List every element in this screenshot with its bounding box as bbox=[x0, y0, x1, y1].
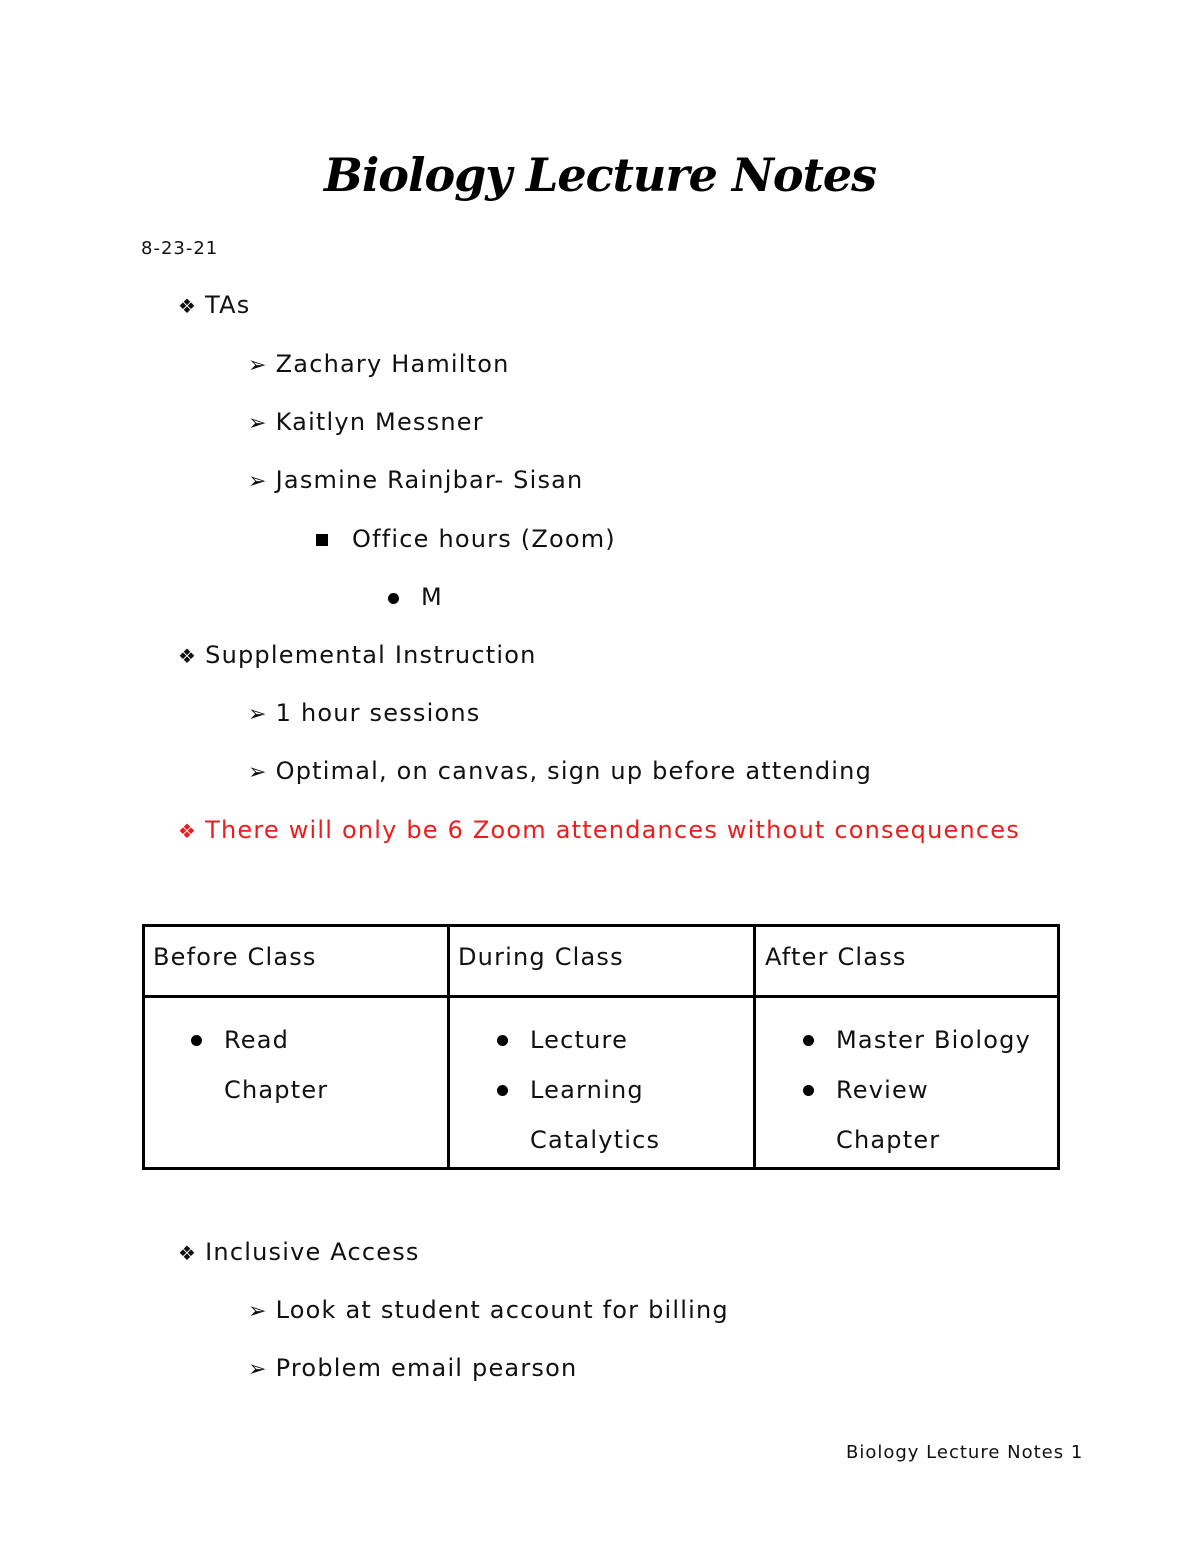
list-item-warning bbox=[178, 815, 1020, 846]
table-header-cell: Before Class bbox=[153, 943, 317, 971]
si-detail: Optimal, on canvas, sign up before attending bbox=[275, 757, 873, 785]
ta-name: Jasmine Rainjbar- Sisan bbox=[275, 466, 584, 494]
list-item-tas bbox=[178, 290, 250, 321]
list-item-si-detail bbox=[248, 698, 480, 730]
list-item-si bbox=[178, 640, 537, 671]
dot-bullet-icon bbox=[497, 1035, 508, 1046]
table-cell-during bbox=[497, 1015, 690, 1165]
table-cell-before bbox=[191, 1015, 384, 1115]
footer-title: Biology Lecture Notes bbox=[846, 1442, 1065, 1463]
access-detail: Problem email pearson bbox=[275, 1354, 578, 1382]
table-cell-item: Read Chapter bbox=[191, 1015, 384, 1115]
office-hours-label: Office hours (Zoom) bbox=[352, 525, 616, 553]
arrow-bullet-icon: ➢ bbox=[248, 1299, 268, 1324]
arrow-bullet-icon: ➢ bbox=[248, 1357, 268, 1382]
dot-bullet-icon bbox=[803, 1085, 814, 1096]
dot-bullet-icon bbox=[497, 1085, 508, 1096]
list-item-office-hours-day bbox=[388, 582, 443, 612]
list-item-si-detail bbox=[248, 756, 872, 788]
list-item-office-hours bbox=[316, 524, 616, 554]
table-cell-item: Lecture bbox=[497, 1015, 690, 1065]
warning-text: There will only be 6 Zoom attendances without consequences bbox=[205, 816, 1020, 844]
office-hours-day: M bbox=[421, 583, 443, 611]
square-bullet-icon bbox=[316, 534, 328, 546]
class-schedule-table bbox=[142, 924, 1060, 1170]
arrow-bullet-icon: ➢ bbox=[248, 702, 268, 727]
table-header-cell: After Class bbox=[765, 943, 907, 971]
access-heading: Inclusive Access bbox=[205, 1238, 420, 1266]
table-cell-item: Learning Catalytics bbox=[497, 1065, 690, 1165]
diamond-bullet-icon: ❖ bbox=[178, 1241, 198, 1265]
arrow-bullet-icon: ➢ bbox=[248, 469, 268, 494]
list-item-ta bbox=[248, 349, 510, 381]
dot-bullet-icon bbox=[803, 1035, 814, 1046]
list-item-ta bbox=[248, 465, 583, 497]
tas-heading: TAs bbox=[205, 291, 251, 319]
page-number: 1 bbox=[1070, 1442, 1084, 1463]
table-cell-after bbox=[803, 1015, 1036, 1165]
si-detail: 1 hour sessions bbox=[275, 699, 481, 727]
arrow-bullet-icon: ➢ bbox=[248, 353, 268, 378]
ta-name: Zachary Hamilton bbox=[275, 350, 510, 378]
diamond-bullet-icon: ❖ bbox=[178, 819, 198, 843]
list-item-access-detail bbox=[248, 1295, 729, 1327]
diamond-bullet-icon: ❖ bbox=[178, 294, 198, 318]
diamond-bullet-icon: ❖ bbox=[178, 644, 198, 668]
list-item-access-detail bbox=[248, 1353, 577, 1385]
table-divider bbox=[447, 927, 450, 1167]
arrow-bullet-icon: ➢ bbox=[248, 760, 268, 785]
page-title: Biology Lecture Notes bbox=[323, 148, 877, 202]
lecture-date: 8-23-21 bbox=[141, 238, 219, 259]
ta-name: Kaitlyn Messner bbox=[275, 408, 484, 436]
arrow-bullet-icon: ➢ bbox=[248, 411, 268, 436]
dot-bullet-icon bbox=[191, 1035, 202, 1046]
table-cell-item: Review Chapter bbox=[803, 1065, 1036, 1165]
table-header-cell: During Class bbox=[458, 943, 624, 971]
list-item-ta bbox=[248, 407, 484, 439]
access-detail: Look at student account for billing bbox=[275, 1296, 729, 1324]
dot-bullet-icon bbox=[388, 593, 399, 604]
table-cell-item: Master Biology bbox=[803, 1015, 1036, 1065]
table-divider bbox=[753, 927, 756, 1167]
list-item-access bbox=[178, 1237, 420, 1268]
page-footer bbox=[846, 1442, 1083, 1463]
si-heading: Supplemental Instruction bbox=[205, 641, 537, 669]
